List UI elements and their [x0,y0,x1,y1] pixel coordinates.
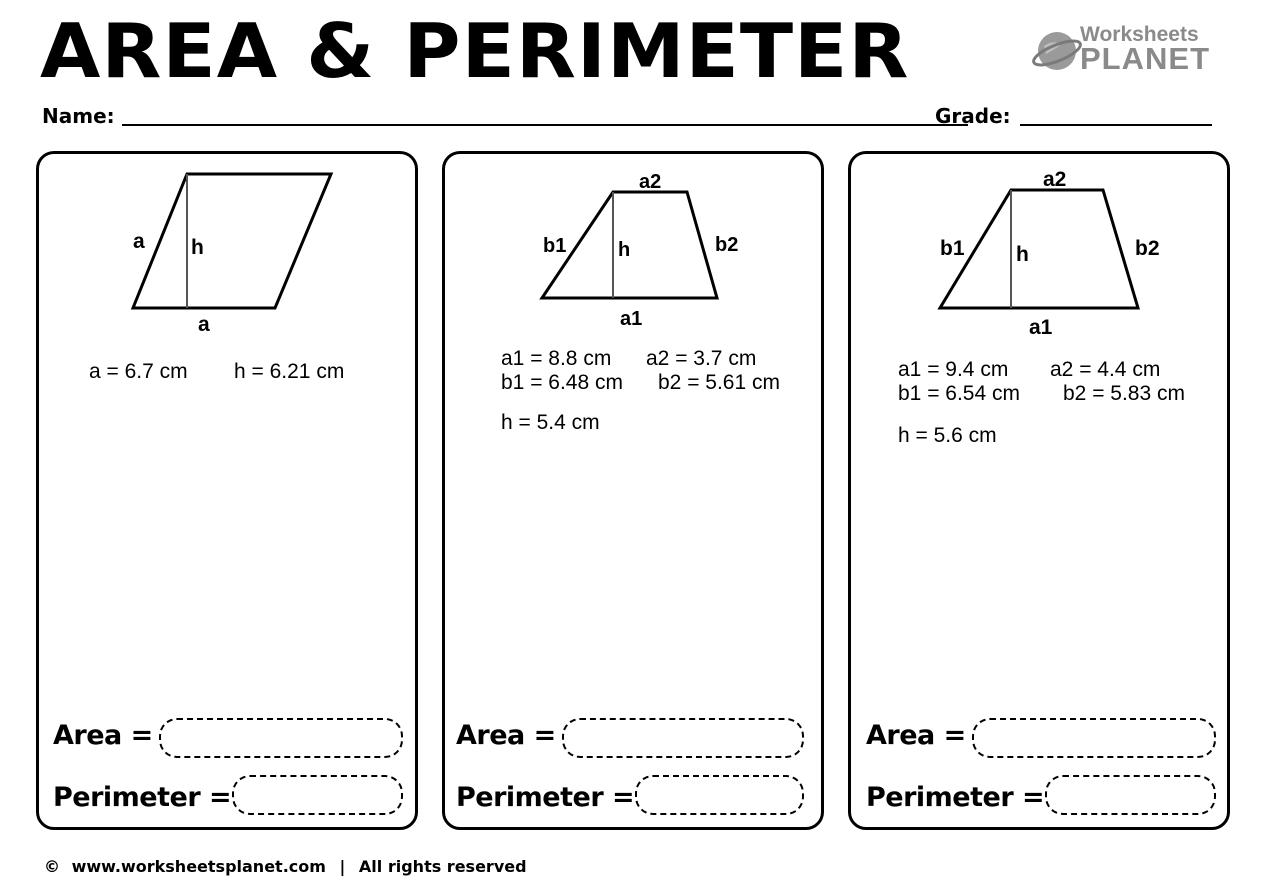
page-title: AREA & PERIMETER [40,8,910,96]
perimeter-answer-box[interactable] [232,775,403,815]
height-label: h [618,239,631,261]
perimeter-answer-box[interactable] [635,775,804,815]
parallelogram-shape [133,174,331,308]
footer-separator: | [339,857,346,876]
worksheets-planet-logo [1032,22,1212,78]
problem-card-trapezoid-1 [442,151,824,830]
logo-text-top: Worksheets [1080,23,1199,46]
footer [44,857,527,876]
measurement-h: h = 5.4 cm [501,411,600,434]
base-label: a [198,313,210,336]
perimeter-label: Perimeter = [53,782,232,813]
bottom-label: a1 [1029,316,1053,339]
rights-text: All rights reserved [358,857,527,876]
right-label: b2 [715,234,739,256]
measurement-b2: b2 = 5.83 cm [1063,382,1185,405]
measurement-b1: b1 = 6.48 cm [501,371,623,394]
top-label: a2 [639,171,662,193]
height-label: h [1016,243,1029,266]
area-label: Area = [53,720,153,751]
name-field-line[interactable] [122,124,968,126]
measurement-b2: b2 = 5.61 cm [658,371,780,394]
planet-icon [1032,26,1082,76]
left-label: b1 [543,235,567,257]
bottom-label: a1 [620,308,643,330]
top-label: a2 [1043,168,1067,191]
grade-label: Grade: [935,104,1011,128]
measurement-h: h = 5.6 cm [898,424,997,447]
measurement-h: h = 6.21 cm [234,360,345,383]
perimeter-label: Perimeter = [866,782,1045,813]
website-link[interactable]: www.worksheetsplanet.com [71,857,326,876]
measurement-a1: a1 = 9.4 cm [898,358,1009,381]
right-label: b2 [1135,237,1160,260]
perimeter-label: Perimeter = [456,782,635,813]
measurement-a2: a2 = 3.7 cm [646,347,757,370]
area-label: Area = [456,720,556,751]
area-answer-box[interactable] [159,718,403,758]
left-label: b1 [940,237,965,260]
side-label: a [133,230,145,253]
name-grade-row [42,104,1217,132]
grade-field-line[interactable] [1020,124,1212,126]
name-label: Name: [42,104,115,128]
problem-card-trapezoid-2 [848,151,1230,830]
problem-card-parallelogram [36,151,418,830]
trapezoid-shape [940,190,1138,308]
area-answer-box[interactable] [562,718,804,758]
area-label: Area = [866,720,966,751]
measurement-a1: a1 = 8.8 cm [501,347,612,370]
measurement-b1: b1 = 6.54 cm [898,382,1020,405]
copyright-icon: © [44,857,60,876]
logo-text-bottom: PLANET [1080,41,1210,76]
height-label: h [191,236,204,259]
measurement-a: a = 6.7 cm [89,360,188,383]
area-answer-box[interactable] [972,718,1216,758]
measurement-a2: a2 = 4.4 cm [1050,358,1161,381]
perimeter-answer-box[interactable] [1045,775,1216,815]
